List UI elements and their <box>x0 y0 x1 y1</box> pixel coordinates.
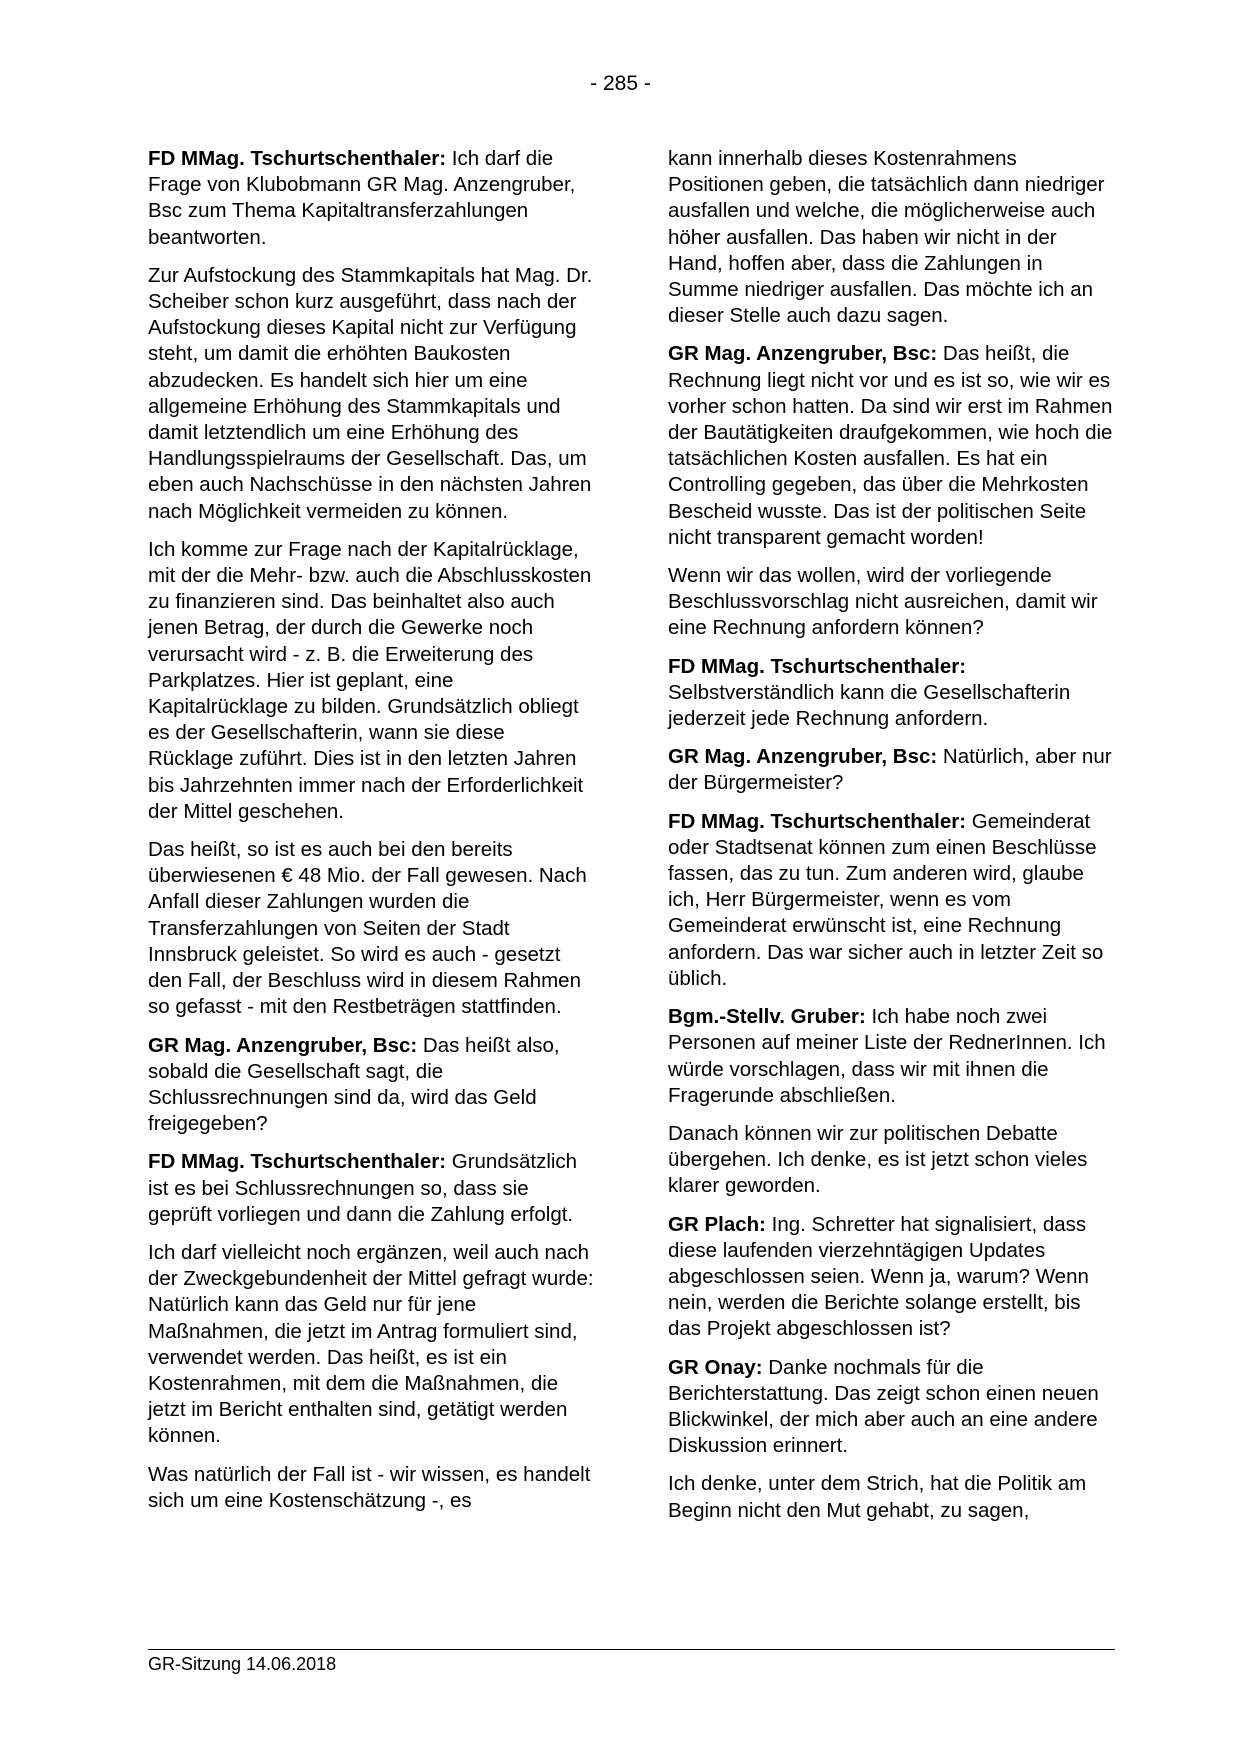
left-column <box>148 146 594 1526</box>
paragraph <box>148 1033 594 1138</box>
paragraph <box>668 1355 1114 1460</box>
paragraph-text: Ich komme zur Frage nach der Kapitalrücklage, mit der die Mehr- bzw. auch die Abschlusskosten zu finanzieren sind. Das beinhaltet also auch jenen Betrag, der durch die Gewerke noch verursacht wird - z. B. die Erweiterung des Parkplatzes. Hier ist geplant, eine Kapitalrücklage zu bilden. Grundsätzlich obliegt es der Gesellschafterin, wann sie diese Rücklage zuführt. Dies ist in den letzten Jahren bis Jahrzehnten immer nach der Erforderlichkeit der Mittel geschehen. <box>148 537 592 823</box>
paragraph-text: Ich darf vielleicht noch ergänzen, weil auch nach der Zweckgebundenheit der Mittel gefragt wurde: Natürlich kann das Geld nur für jene Maßnahmen, die jetzt im Antrag formuliert sind, verwendet werden. Das heißt, es ist ein Kostenrahmen, mit dem die Maßnahmen, die jetzt im Bericht enthalten sind, getätigt werden können. <box>148 1240 594 1448</box>
speaker-label: FD MMag. Tschurtschenthaler: <box>668 809 967 833</box>
paragraph <box>148 263 594 525</box>
paragraph-text: Ing. Schretter hat signalisiert, dass diese laufenden vierzehntägigen Updates abgeschlossen seien. Wenn ja, warum? Wenn nein, werden die Berichte solange erstellt, bis das Projekt abgeschlossen ist? <box>668 1212 1089 1341</box>
paragraph-text: Das heißt, die Rechnung liegt nicht vor und es ist so, wie wir es vorher schon hatten. Da sind wir erst im Rahmen der Bautätigkeiten draufgekommen, wie hoch die tatsächlichen Kosten ausfallen. Es hat ein Controlling gegeben, das über die Mehrkosten Bescheid wusste. Das ist der politischen Seite nicht transparent gemacht worden! <box>668 342 1113 549</box>
paragraph <box>668 654 1114 733</box>
footer-session-label: GR-Sitzung 14.06.2018 <box>148 1654 337 1674</box>
footer-divider <box>148 1649 1115 1650</box>
paragraph-text: Zur Aufstockung des Stammkapitals hat Mag. Dr. Scheiber schon kurz ausgeführt, dass nach der Aufstockung dieses Kapital nicht zur Verfügung steht, um damit die erhöhten Baukosten abzudecken. Es handelt sich hier um eine allgemeine Erhöhung des Stammkapitals und damit letztendlich um eine Erhöhung des Handlungsspielraums der Gesellschaft. Das, um eben auch Nachschüsse in den nächsten Jahren nach Möglichkeit vermeiden zu können. <box>148 263 593 523</box>
paragraph-text: Ich darf die Frage von Klubobmann GR Mag. Anzengruber, Bsc zum Thema Kapitaltransferzahlungen beantworten. <box>148 147 576 249</box>
paragraph <box>668 1004 1114 1109</box>
paragraph <box>668 1471 1114 1523</box>
paragraph <box>148 1240 594 1450</box>
paragraph <box>148 537 594 825</box>
paragraph <box>668 1121 1114 1200</box>
paragraph <box>148 1462 594 1514</box>
paragraph-text: Ich denke, unter dem Strich, hat die Politik am Beginn nicht den Mut gehabt, zu sagen, <box>668 1472 1087 1522</box>
paragraph-text: Gemeinderat oder Stadtsenat können zum einen Beschlüsse fassen, das zu tun. Zum anderen wird, glaube ich, Herr Bürgermeister, wenn es vom Gemeinderat erwünscht ist, eine Rechnung anfordern. Das war sicher auch in letzter Zeit so üblich. <box>668 809 1104 990</box>
right-column <box>668 146 1114 1536</box>
paragraph <box>148 1149 594 1228</box>
paragraph-text: Das heißt also, sobald die Gesellschaft sagt, die Schlussrechnungen sind da, wird das Geld freigegeben? <box>148 1033 560 1136</box>
paragraph-text: Das heißt, so ist es auch bei den bereits überwiesenen € 48 Mio. der Fall gewesen. Nach Anfall dieser Zahlungen wurden die Transferzahlungen von Seiten der Stadt Innsbruck geleistet. So wird es auch - gesetzt den Fall, der Beschluss wird in diesem Rahmen so gefasst - mit den Restbeträgen stattfinden. <box>148 838 587 1019</box>
speaker-label: GR Plach: <box>668 1212 766 1236</box>
paragraph-text: kann innerhalb dieses Kostenrahmens Positionen geben, die tatsächlich dann niedriger ausfallen und welche, die möglicherweise auch höher ausfallen. Das haben wir nicht in der Hand, hoffen aber, dass die Zahlungen in Summe niedriger ausfallen. Das möchte ich an dieser Stelle auch dazu sagen. <box>668 147 1105 328</box>
paragraph <box>148 837 594 1020</box>
speaker-label: FD MMag. Tschurtschenthaler: <box>668 654 967 678</box>
paragraph-text: Danke nochmals für die Berichterstattung. Das zeigt schon einen neuen Blickwinkel, der mich aber auch an eine andere Diskussion erinnert. <box>668 1355 1099 1458</box>
speaker-label: FD MMag. Tschurtschenthaler: <box>148 147 447 170</box>
paragraph <box>668 563 1114 642</box>
paragraph <box>668 744 1114 796</box>
speaker-label: Bgm.-Stellv. Gruber: <box>668 1005 866 1029</box>
paragraph <box>668 341 1114 551</box>
speaker-label: FD MMag. Tschurtschenthaler: <box>148 1150 447 1174</box>
paragraph <box>668 146 1114 329</box>
paragraph-text: Selbstverständlich kann die Gesellschafterin jederzeit jede Rechnung anfordern. <box>668 680 1071 731</box>
page-number: - 285 - <box>590 72 651 95</box>
speaker-label: GR Mag. Anzengruber, Bsc: <box>148 1033 418 1057</box>
paragraph-text: Natürlich, aber nur der Bürgermeister? <box>668 745 1112 795</box>
paragraph-text: Was natürlich der Fall ist - wir wissen, es handelt sich um eine Kostenschätzung -, es <box>148 1462 591 1512</box>
paragraph <box>148 146 594 251</box>
paragraph-text: Grundsätzlich ist es bei Schlussrechnungen so, dass sie geprüft vorliegen und dann die Zahlung erfolgt. <box>148 1150 578 1226</box>
speaker-label: GR Mag. Anzengruber, Bsc: <box>668 745 938 769</box>
speaker-label: GR Onay: <box>668 1355 763 1379</box>
paragraph-text: Ich habe noch zwei Personen auf meiner Liste der RednerInnen. Ich würde vorschlagen, dass wir mit ihnen die Fragerunde abschließen. <box>668 1005 1106 1107</box>
paragraph-text: Wenn wir das wollen, wird der vorliegende Beschlussvorschlag nicht ausreichen, damit wir eine Rechnung anfordern können? <box>668 564 1098 640</box>
paragraph-text: Danach können wir zur politischen Debatte übergehen. Ich denke, es ist jetzt schon vieles klarer geworden. <box>668 1121 1088 1198</box>
speaker-label: GR Mag. Anzengruber, Bsc: <box>668 342 938 366</box>
paragraph <box>668 1212 1114 1343</box>
paragraph <box>668 809 1114 992</box>
